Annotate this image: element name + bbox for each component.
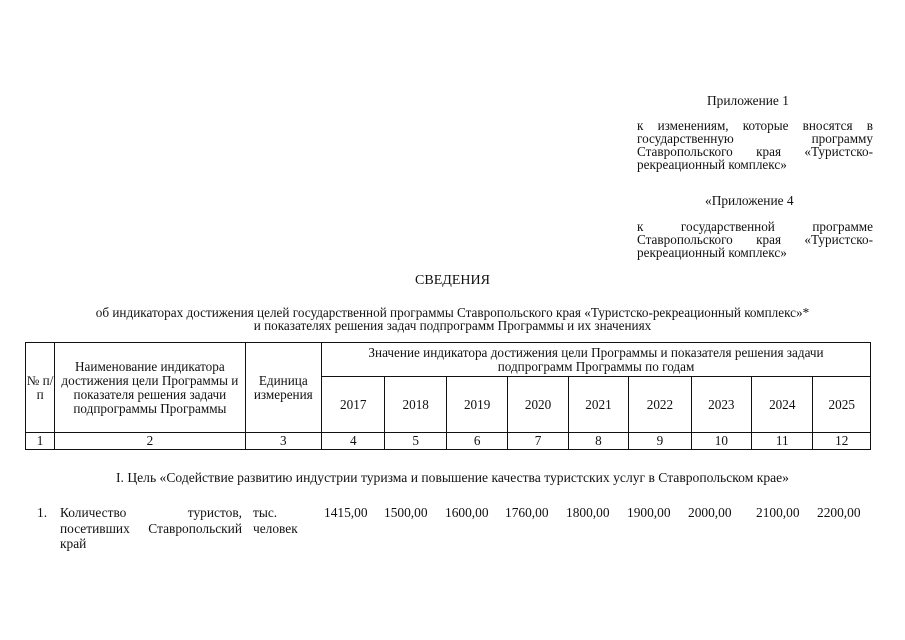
col-number: 9 [629, 433, 691, 450]
row-value: 1900,00 [627, 505, 671, 520]
appendix4-text: к государственной программе Ставропольского края «Туристско-рекреационный комплекс» [637, 219, 873, 260]
year-cell: 2020 [508, 377, 568, 433]
appendix-title: Приложение 1 [707, 93, 789, 108]
row-value: 1800,00 [566, 505, 610, 520]
col-number: 4 [322, 433, 385, 450]
year-cell: 2025 [813, 377, 871, 433]
row-value: 2000,00 [688, 505, 732, 520]
header-unit: Единица измерения [245, 343, 321, 433]
row-value: 1415,00 [324, 505, 368, 520]
col-number: 6 [446, 433, 507, 450]
indicators-table [25, 342, 871, 450]
year-cell: 2021 [568, 377, 628, 433]
header-num: № п/п [26, 343, 55, 433]
col-number: 8 [568, 433, 628, 450]
section-title: I. Цель «Содействие развитию индустрии туризма и повышение качества туристских услуг в Ставропольском крае» [116, 470, 789, 485]
col-number: 2 [55, 433, 245, 450]
row-indicator-name: Количество туристов, посетивших Ставропольский край [60, 505, 242, 551]
row-number: 1. [37, 505, 48, 520]
header-values: Значение индикатора достижения цели Программы и показателя решения задачи подпрограмм Программы по годам [322, 343, 871, 377]
col-number: 11 [752, 433, 813, 450]
year-cell: 2017 [322, 377, 385, 433]
col-number: 12 [813, 433, 871, 450]
row-unit: тыс. человек [253, 505, 298, 536]
row-value: 1600,00 [445, 505, 489, 520]
row-value: 2100,00 [756, 505, 800, 520]
row-value: 2200,00 [817, 505, 861, 520]
header-name: Наименование индикатора достижения цели Программы и показателя решения задачи подпрограммы Программы [55, 343, 245, 433]
year-cell: 2023 [691, 377, 751, 433]
page-title: СВЕДЕНИЯ [415, 273, 490, 288]
appendix-text: к изменениям, которые вносятся в государственную программу Ставропольского края «Туристско-рекреационный комплекс» [637, 118, 873, 172]
row-value: 1500,00 [384, 505, 428, 520]
year-cell: 2018 [385, 377, 446, 433]
col-number: 7 [508, 433, 568, 450]
subtitle-line-2: и показателях решения задач подпрограмм Программы и их значениях [253, 318, 652, 333]
row-value: 1760,00 [505, 505, 549, 520]
subtitle-line-1: об индикаторах достижения целей государственной программы Ставропольского края «Туристско-рекреационный комплекс»* [95, 305, 810, 320]
col-number: 1 [26, 433, 55, 450]
col-number: 10 [691, 433, 751, 450]
year-cell: 2024 [752, 377, 813, 433]
year-cell: 2019 [446, 377, 507, 433]
year-cell: 2022 [629, 377, 691, 433]
col-number: 5 [385, 433, 446, 450]
appendix4-title: «Приложение 4 [705, 193, 794, 208]
col-number: 3 [245, 433, 321, 450]
